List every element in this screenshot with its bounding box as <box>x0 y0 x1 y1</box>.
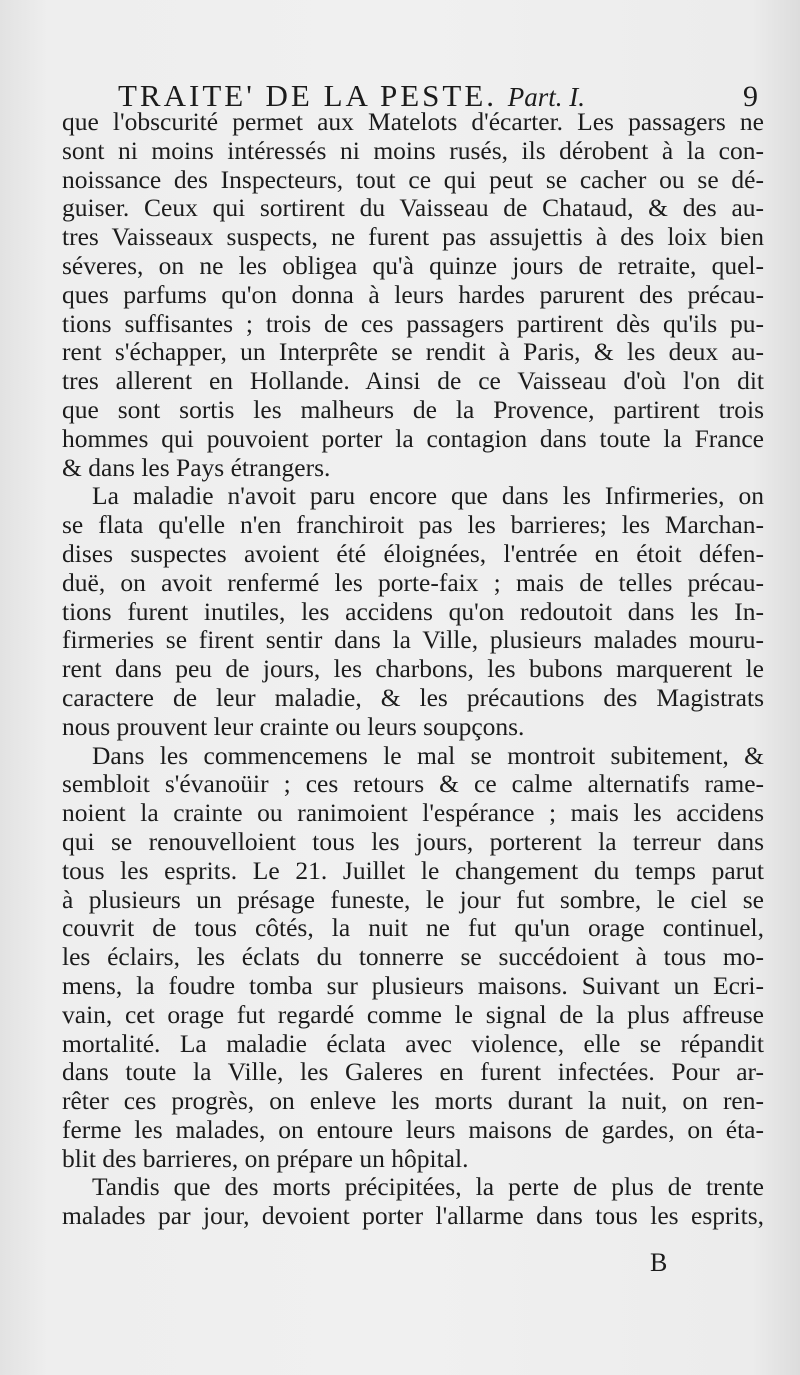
page-number: 9 <box>743 80 758 113</box>
text-line: dans toute la Ville, les Galeres en furent infectées. Pour ar- <box>62 1058 764 1087</box>
text-line: à plusieurs un présage funeste, le jour fut sombre, le ciel se <box>62 885 764 914</box>
text-line: les éclairs, les éclats du tonnerre se succédoient à tous mo- <box>62 943 764 972</box>
text-line: que l'obscurité permet aux Matelots d'écarter. Les passagers ne <box>62 108 764 136</box>
text-line: ques parfums qu'on donna à leurs hardes parurent des précau- <box>62 280 764 309</box>
text-line: guiser. Ceux qui sortirent du Vaisseau de Chataud, & des au- <box>62 194 764 223</box>
text-line: caractere de leur maladie, & les précautions des Magistrats <box>62 683 764 712</box>
text-line: rent dans peu de jours, les charbons, les bubons marquerent le <box>62 655 764 684</box>
text-line: que sont sortis les malheurs de la Provence, partirent trois <box>62 395 764 424</box>
text-line: nous prouvent leur crainte ou leurs soupçons. <box>62 712 525 741</box>
text-line: ferme les malades, on entoure leurs maisons de gardes, on éta- <box>62 1115 764 1144</box>
body-text <box>62 108 764 1231</box>
text-line: firmeries se firent sentir dans la Ville, plusieurs malades mouru- <box>62 626 764 655</box>
text-line: malades par jour, devoient porter l'allarme dans tous les esprits, <box>62 1202 764 1231</box>
part-label: Part. I. <box>507 82 586 112</box>
text-line: sont ni moins intéressés ni moins rusés, ils dérobent à la con- <box>62 136 764 165</box>
text-line: noissance des Inspecteurs, tout ce qui peut se cacher ou se dé- <box>62 165 764 194</box>
text-line: & dans les Pays étrangers. <box>62 453 331 482</box>
text-line: hommes qui pouvoient porter la contagion dans toute la France <box>62 424 764 453</box>
running-title-text: TRAITE' DE LA PESTE. <box>118 78 498 113</box>
text-line: tions furent inutiles, les accidens qu'on redoutoit dans les In- <box>62 597 764 626</box>
text-line: tres allerent en Hollande. Ainsi de ce Vaisseau d'où l'on dit <box>62 367 764 396</box>
text-line: couvrit de tous côtés, la nuit ne fut qu'un orage continuel, <box>62 914 764 943</box>
text-line: se flata qu'elle n'en franchiroit pas les barrieres; les Marchan- <box>62 511 764 540</box>
text-line: mens, la foudre tomba sur plusieurs maisons. Suivant un Ecri- <box>62 971 764 1000</box>
text-line: rent s'échapper, un Interprête se rendit à Paris, & les deux au- <box>62 338 764 367</box>
text-line: duë, on avoit renfermé les porte-faix ; mais de telles précau- <box>62 568 764 597</box>
text-line: tions suffisantes ; trois de ces passagers partirent dès qu'ils pu- <box>62 309 764 338</box>
text-line: mortalité. La maladie éclata avec violence, elle se répandit <box>62 1029 764 1058</box>
text-line: qui se renouvelloient tous les jours, porterent la terreur dans <box>62 827 764 856</box>
text-line: sembloit s'évanoüir ; ces retours & ce calme alternatifs rame- <box>62 770 764 799</box>
text-line: vain, cet orage fut regardé comme le signal de la plus affreuse <box>62 1000 764 1029</box>
text-line: blit des barrieres, on prépare un hôpital. <box>62 1144 469 1173</box>
text-line: tous les esprits. Le 21. Juillet le changement du temps parut <box>62 856 764 885</box>
text-line: noient la crainte ou ranimoient l'espérance ; mais les accidens <box>62 799 764 828</box>
text-line: séveres, on ne les obligea qu'à quinze jours de retraite, quel- <box>62 251 764 280</box>
text-line: Dans les commencemens le mal se montroit subitement, & <box>92 741 764 770</box>
text-line: La maladie n'avoit paru encore que dans les Infirmeries, on <box>92 482 764 511</box>
text-line: rêter ces progrès, on enleve les morts durant la nuit, on ren- <box>62 1087 764 1116</box>
text-line: tres Vaisseaux suspects, ne furent pas assujettis à des loix bien <box>62 223 764 252</box>
text-line: dises suspectes avoient été éloignées, l'entrée en étoit défen- <box>62 539 764 568</box>
text-line: Tandis que des morts précipitées, la perte de plus de trente <box>92 1173 764 1202</box>
signature-mark: B <box>650 1248 668 1277</box>
